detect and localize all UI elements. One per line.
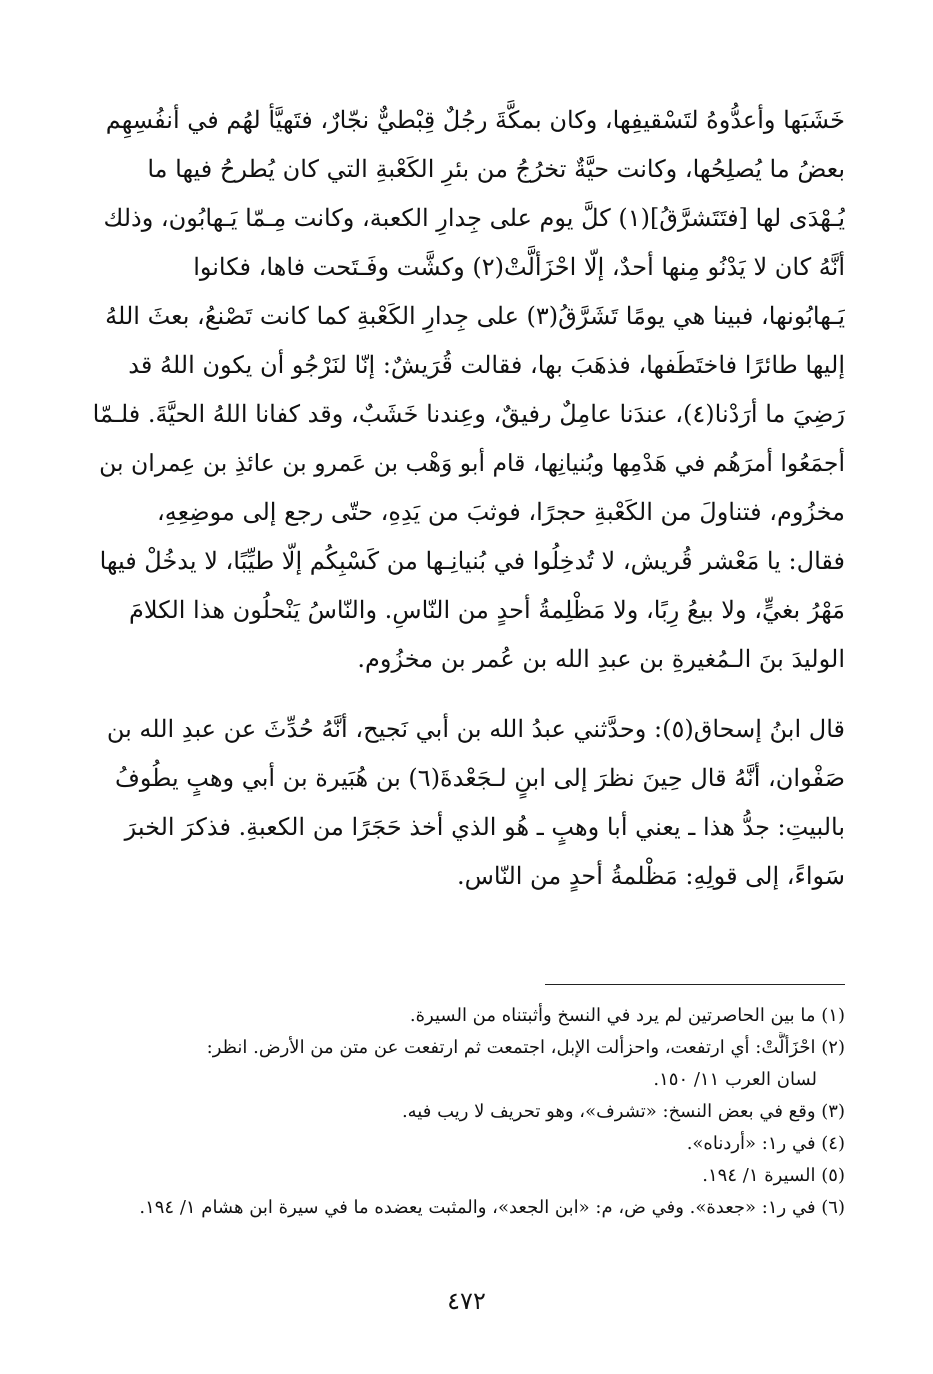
footnote-divider	[545, 984, 845, 985]
text-line: إليها طائرًا فاختَطَفها، فذهَبَ بها، فقالت قُرَيشٌ: إنّا لنَرْجُو أن يكون اللهُ قد	[128, 351, 845, 379]
text-line: مخزُوم، فتناولَ من الكَعْبةِ حجرًا، فوثبَ من يَدِهِ، حتّى رجع إلى موضِعِهِ،	[157, 498, 845, 526]
text-line: رَضِيَ ما أرَدْنا(٤)، عندَنا عامِلٌ رفيقٌ، وعِندنا خَشَبٌ، وقد كفانا اللهُ الحيَّةَ. فلـمّا	[92, 400, 845, 428]
footnote-2: (٢) احْزَألَّتْ: أي ارتفعت، واحزألت الإبل، اجتمعت ثم ارتفعت عن متن من الأرض. انظر:	[206, 1037, 845, 1058]
paragraph-gap	[88, 684, 845, 705]
footnote-5: (٥) السيرة ١/ ١٩٤.	[702, 1165, 845, 1186]
text-line: قال ابنُ إسحاق(٥): وحدَّثني عبدُ الله بن أبي نَجيح، أنَّهُ حُدِّثَ عن عبدِ الله بن	[106, 715, 845, 743]
footnotes	[88, 1000, 845, 1224]
text-line: فقال: يا مَعْشر قُريش، لا تُدخِلُوا في بُنيانِـها من كَسْبِكُم إلّا طيِّبًا، لا يدخُلْ فيها	[99, 547, 845, 575]
text-line: أنَّهُ كان لا يَدْنُو مِنها أحدٌ، إلّا احْزَألَّتْ(٢) وكشَّت وفَـتَحت فاها، فكانوا	[193, 253, 845, 281]
text-line: يُـهْدَى لها [فتَتَشرَّقُ](١) كلَّ يوم على جِدارِ الكعبة، وكانت مِـمّا يَـهابُون، وذلك	[103, 204, 845, 232]
main-text	[88, 96, 845, 901]
footnote-1: (١) ما بين الحاصرتين لم يرد في النسخ وأثبتناه من السيرة.	[409, 1005, 845, 1026]
text-line: مَهْرُ بغيٍّ، ولا بيعُ رِبًا، ولا مَظْلِمةُ أحدٍ من النّاسِ. والنّاسُ يَنْحلُون هذا الكلامَ	[129, 596, 845, 624]
page-number: ٤٧٢	[447, 1287, 486, 1315]
text-line: أجمَعُوا أمرَهُم في هَدْمِها وبُنيانِها، قام أبو وَهْب بن عَمرو بن عائذِ بن عِمران بن	[99, 449, 845, 477]
book-page	[88, 96, 845, 1326]
footnote-2-continuation: لسان العرب ١١/ ١٥٠.	[653, 1069, 817, 1090]
footnote-6: (٦) في ر١: «جعدة». وفي ض، م: «ابن الجعد»، والمثبت يعضده ما في سيرة ابن هشام ١/ ١٩٤.	[139, 1197, 845, 1218]
footnote-4: (٤) في ر١: «أردناه».	[686, 1133, 845, 1154]
text-line: بعضُ ما يُصلِحُها، وكانت حيَّةٌ تخرُجُ من بئرِ الكَعْبةِ التي كان يُطرحُ فيها ما	[147, 155, 845, 183]
footnote-3: (٣) وقع في بعض النسخ: «تشرف»، وهو تحريف لا ريب فيه.	[401, 1101, 845, 1122]
text-line: الوليدَ بنَ الـمُغيرةِ بن عبدِ الله بن عُمر بن مخزُوم.	[357, 645, 845, 673]
text-line: صَفْوان، أنَّهُ قال حِينَ نظرَ إلى ابنٍ لـجَعْدةَ(٦) بن هُبَيرة بن أبي وهبٍ يطُوفُ	[114, 764, 845, 792]
text-line: بالبيتِ: جدُّ هذا ـ يعني أبا وهبٍ ـ هُو الذي أخذ حَجَرًا من الكعبةِ. فذكرَ الخبرَ	[124, 813, 845, 841]
paragraph-2	[88, 705, 845, 901]
paragraph-1	[88, 96, 845, 684]
text-line: يَـهابُونها، فبينا هي يومًا تَشَرَّقُ(٣) على جِدارِ الكَعْبةِ كما كانت تَصْنعُ، بعثَ اللهُ	[105, 302, 845, 330]
text-line: سَواءً، إلى قولِهِ: مَظْلمةُ أحدٍ من النّاس.	[456, 862, 845, 890]
text-line: خَشَبَها وأعدُّوهُ لتَسْقيفِها، وكان بمكَّةَ رجُلٌ قِبْطيٌّ نجّارٌ، فتَهيَّأ لهُم في أنفُسِهِم	[105, 106, 845, 134]
